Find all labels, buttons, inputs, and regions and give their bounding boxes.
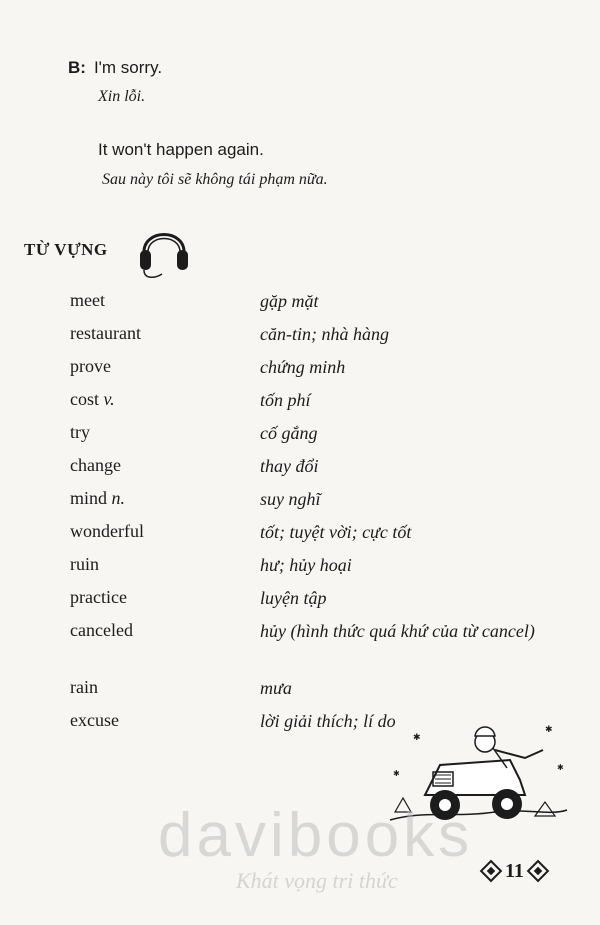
svg-text:✱: ✱	[393, 769, 400, 778]
dialogue-translation: Xin lỗi.	[98, 88, 146, 105]
dialogue-line-en: It won't happen again.	[98, 140, 264, 159]
vocab-meaning: thay đổi	[260, 456, 319, 476]
part-of-speech: n.	[111, 488, 126, 508]
svg-text:✱: ✱	[413, 732, 421, 742]
vocab-term: excuse	[70, 710, 119, 730]
dialogue-translation: Sau này tôi sẽ không tái phạm nữa.	[102, 171, 328, 188]
vocab-meaning: hư; hủy hoại	[260, 555, 352, 575]
vocab-meaning: gặp mặt	[260, 291, 319, 311]
headphones-icon	[136, 216, 192, 282]
vocab-term: canceled	[70, 620, 133, 640]
part-of-speech: v.	[103, 389, 115, 409]
vocab-term: mind n.	[70, 488, 126, 508]
vocab-meaning: luyện tập	[260, 588, 327, 608]
diamond-icon	[527, 860, 550, 883]
vocab-meaning: lời giải thích; lí do	[260, 711, 396, 731]
svg-text:✱: ✱	[557, 763, 564, 772]
vocab-heading: TỪ VỰNG	[24, 240, 108, 259]
vocab-term: rain	[70, 677, 98, 697]
vocab-term: restaurant	[70, 323, 141, 343]
vocab-meaning: cố gắng	[260, 423, 318, 443]
vocab-meaning: tốn phí	[260, 390, 311, 410]
vocab-term: change	[70, 455, 121, 475]
page-number	[483, 858, 546, 884]
vocab-meaning: hủy (hình thức quá khứ của từ cancel)	[260, 621, 535, 641]
speaker-label: B:	[68, 58, 86, 77]
watermark-brand: davibooks	[158, 801, 474, 870]
vocab-term: wonderful	[70, 521, 144, 541]
vocab-meaning: chứng minh	[260, 357, 346, 377]
vocab-meaning: mưa	[260, 678, 292, 698]
dialogue-line-en	[68, 58, 162, 78]
vocab-term: cost v.	[70, 389, 115, 409]
dialogue-text: I'm sorry.	[93, 58, 163, 77]
svg-text:✱: ✱	[545, 724, 553, 734]
vocab-meaning: suy nghĩ	[260, 489, 321, 509]
vocab-term: try	[70, 422, 90, 442]
page-number-text: 11	[505, 859, 524, 882]
diamond-icon	[480, 860, 503, 883]
vocab-term: prove	[70, 356, 111, 376]
watermark-tagline: Khát vọng tri thức	[236, 868, 398, 893]
vocab-meaning: căn-tin; nhà hàng	[260, 324, 389, 344]
vocab-term: practice	[70, 587, 127, 607]
vocab-term: ruin	[70, 554, 99, 574]
vocab-meaning: tốt; tuyệt vời; cực tốt	[260, 522, 412, 542]
vocab-term: meet	[70, 290, 105, 310]
